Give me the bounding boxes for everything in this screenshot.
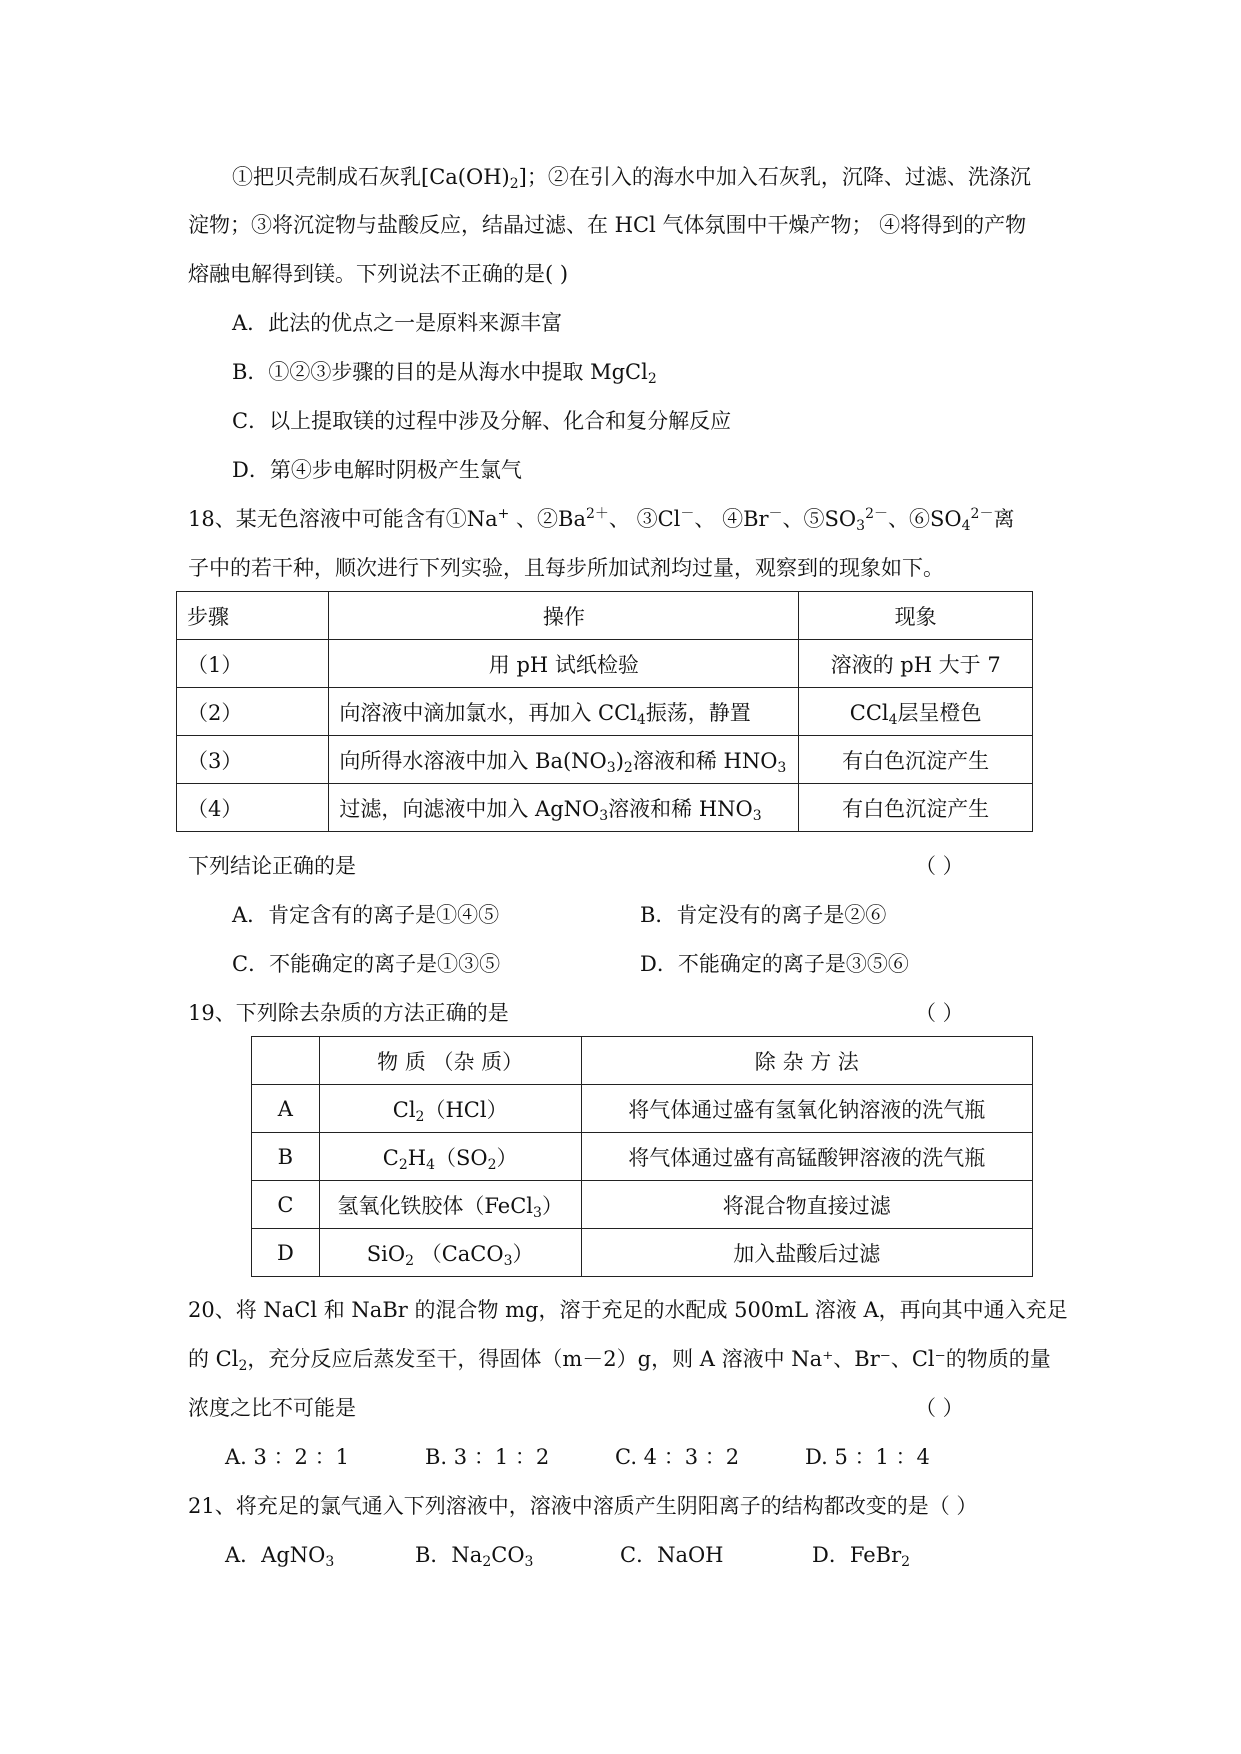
q17-option-d: D．第④步电解时阴极产生氯气 [232,458,522,482]
result-text: 层呈橙色 [897,700,982,725]
q18-option-b: B．肯定没有的离子是②⑥ [640,903,887,927]
table-row [177,784,1033,832]
q20-option-b: B. 3 ：1 ：2 [425,1445,550,1469]
table-row [252,1085,1033,1133]
q17-steps-line1-tail: ]；②在引入的海水中加入石灰乳，沉降、过滤、洗涤沉 [518,165,1031,189]
table-row [177,736,1033,784]
q21-option-a [225,1540,334,1570]
result-text: CCl [849,700,889,725]
substance-text: C [382,1145,399,1170]
table-header: 除 杂 方 法 [581,1037,1032,1085]
op-sub: 3 [599,807,609,824]
so4-sub: 4 [961,518,971,534]
result-cell [799,688,1033,736]
so3-sub: 3 [856,518,866,534]
q18-stem-line1 [188,504,1014,534]
q18-conclusion: 下列结论正确的是 [188,854,356,878]
q20-line2-pre: 的 Cl [188,1347,239,1371]
q21-option-b [415,1540,533,1570]
q18-option-d: D．不能确定的离子是③⑤⑥ [640,952,909,976]
q18-option-c: C．不能确定的离子是①③⑤ [232,952,501,976]
op-text: ) [615,748,624,773]
method-cell: 加入盐酸后过滤 [581,1229,1032,1277]
operation-cell [329,736,799,784]
step-cell: （3） [177,736,329,784]
result-cell: 溶液的 pH 大于 7 [799,640,1033,688]
op-sub: 3 [606,759,616,776]
q17-option-b-sub: 2 [647,371,657,387]
method-cell: 将气体通过盛有高锰酸钾溶液的洗气瓶 [581,1133,1032,1181]
substance-text: 氢氧化铁胶体（FeCl [337,1193,534,1218]
q21-option-d-sub: 2 [901,1554,911,1570]
table-row [252,1133,1033,1181]
q20-stem-line2 [188,1344,1051,1374]
substance-text: ） [496,1145,518,1170]
op-text: 过滤，向滤液中加入 AgNO [339,796,600,821]
operation-cell: 用 pH 试纸检验 [329,640,799,688]
q21-option-b-sub: 3 [524,1554,534,1570]
table-header: 物 质 （杂 质） [319,1037,581,1085]
q20-option-a: A. 3 ：2 ：1 [225,1445,349,1469]
q17-option-a: A．此法的优点之一是原料来源丰富 [232,311,563,335]
q20-option-c: C. 4 ：3 ：2 [615,1445,740,1469]
q18-stem-mid1: 、②Ba [509,507,586,531]
operation-cell [329,784,799,832]
q18-stem-mid3: 、 ④Br [694,507,769,531]
substance-text: ） [541,1193,563,1218]
option-label-cell: B [252,1133,320,1181]
substance-cell [319,1133,581,1181]
q18-option-a: A．肯定含有的离子是①④⑤ [232,903,500,927]
q20-option-d: D. 5 ：1 ：4 [805,1445,930,1469]
table-row [252,1181,1033,1229]
substance-cell [319,1229,581,1277]
q20-line2-post: ，充分反应后蒸发至干，得固体（m－2）g，则 A 溶液中 Na⁺、Br⁻、Cl⁻的物质的量 [247,1347,1051,1371]
q19-stem: 19、下列除去杂质的方法正确的是 [188,1001,509,1025]
q21-option-c: C．NaOH [620,1543,724,1567]
q18-answer-paren: （ ） [915,854,964,878]
so3-charge: 2－ [865,506,888,522]
substance-cell [319,1085,581,1133]
substance-text: （HCl） [424,1097,508,1122]
cl-charge: － [680,506,695,522]
op-sub: 2 [623,759,633,776]
substance-text: Cl [392,1097,416,1122]
step-cell: （1） [177,640,329,688]
substance-sub: 2 [415,1108,425,1125]
q21-option-a-text: A．AgNO [225,1543,326,1567]
so4-charge: 2－ [970,506,994,522]
br-charge: － [768,506,783,522]
q18-stem-line2: 子中的若干种，顺次进行下列实验，且每步所加试剂均过量，观察到的现象如下。 [188,556,944,580]
q18-stem-mid5: 、⑥SO [888,507,962,531]
option-label-cell: C [252,1181,320,1229]
q17-sub: 2 [509,176,519,192]
table-row [252,1229,1033,1277]
option-label-cell: A [252,1085,320,1133]
substance-sub: 2 [405,1252,415,1269]
q21-option-d-text: D．FeBr [812,1543,902,1567]
substance-sub: 2 [487,1156,497,1173]
substance-sub: 3 [503,1252,513,1269]
op-text: 向所得水溶液中加入 Ba(NO [339,748,607,773]
op-sub: 3 [752,807,762,824]
table-row [177,640,1033,688]
ba-charge: 2＋ [586,506,609,522]
q19-table [251,1036,1033,1277]
table-header-row [252,1037,1033,1085]
q18-stem-pre: 18、某无色溶液中可能含有①Na [188,507,498,531]
substance-text: SiO [366,1241,406,1266]
table-row [177,688,1033,736]
q20-stem-line1: 20、将 NaCl 和 NaBr 的混合物 mg，溶于充足的水配成 500mL 溶液 A，再向其中通入充足 [188,1298,1068,1322]
q18-stem-end: 离 [993,507,1015,531]
q17-option-c: C．以上提取镁的过程中涉及分解、化合和复分解反应 [232,409,732,433]
q21-option-b-text: CO [491,1543,525,1567]
table-header [252,1037,320,1085]
q21-option-a-sub: 3 [325,1554,335,1570]
result-sub: 4 [888,711,898,728]
substance-cell [319,1181,581,1229]
q17-option-b-text: B．①②③步骤的目的是从海水中提取 MgCl [232,360,648,384]
op-sub: 3 [777,759,787,776]
q17-steps-line1-text: ①把贝壳制成石灰乳[Ca(OH) [232,165,510,189]
q18-table [176,591,1033,832]
q17-steps-line2: 淀物；③将沉淀物与盐酸反应，结晶过滤、在 HCl 气体氛围中干燥产物； ④将得到的产物 [188,213,1027,237]
substance-text: H [407,1145,427,1170]
q18-stem-mid2: 、 ③Cl [608,507,681,531]
substance-sub: 2 [398,1156,408,1173]
step-cell: （4） [177,784,329,832]
option-label-cell: D [252,1229,320,1277]
op-text: 振荡，静置 [645,700,751,725]
op-sub: 4 [636,711,646,728]
na-charge: + [497,506,510,522]
table-header: 现象 [799,592,1033,640]
substance-sub: 4 [426,1156,436,1173]
op-text: 溶液和稀 HNO [632,748,778,773]
q21-stem: 21、将充足的氯气通入下列溶液中，溶液中溶质产生阴阳离子的结构都改变的是（ ） [188,1494,978,1518]
method-cell: 将气体通过盛有氢氧化钠溶液的洗气瓶 [581,1085,1032,1133]
q18-stem-mid4: 、⑤SO [782,507,857,531]
q21-option-b-sub: 2 [482,1554,492,1570]
q21-option-b-text: B．Na [415,1543,483,1567]
substance-text: （CaCO [414,1241,504,1266]
q20-line2-sub: 2 [238,1358,248,1374]
q17-steps-line3: 熔融电解得到镁。下列说法不正确的是( ) [188,262,569,286]
step-cell: （2） [177,688,329,736]
q20-stem-line3: 浓度之比不可能是 [188,1396,356,1420]
substance-text: （SO [435,1145,488,1170]
q21-option-d [812,1540,910,1570]
op-text: 向溶液中滴加氯水，再加入 CCl [339,700,637,725]
substance-sub: 3 [533,1204,542,1221]
method-cell: 将混合物直接过滤 [581,1181,1032,1229]
q17-steps-line1 [232,162,1031,192]
result-cell: 有白色沉淀产生 [799,736,1033,784]
q17-option-b [232,357,657,387]
table-header: 步骤 [177,592,329,640]
substance-text: ） [512,1241,534,1266]
operation-cell [329,688,799,736]
q20-answer-paren: （ ） [915,1396,964,1420]
op-text: 溶液和稀 HNO [608,796,753,821]
table-header: 操作 [329,592,799,640]
table-header-row [177,592,1033,640]
result-cell: 有白色沉淀产生 [799,784,1033,832]
q19-answer-paren: （ ） [915,1001,964,1025]
